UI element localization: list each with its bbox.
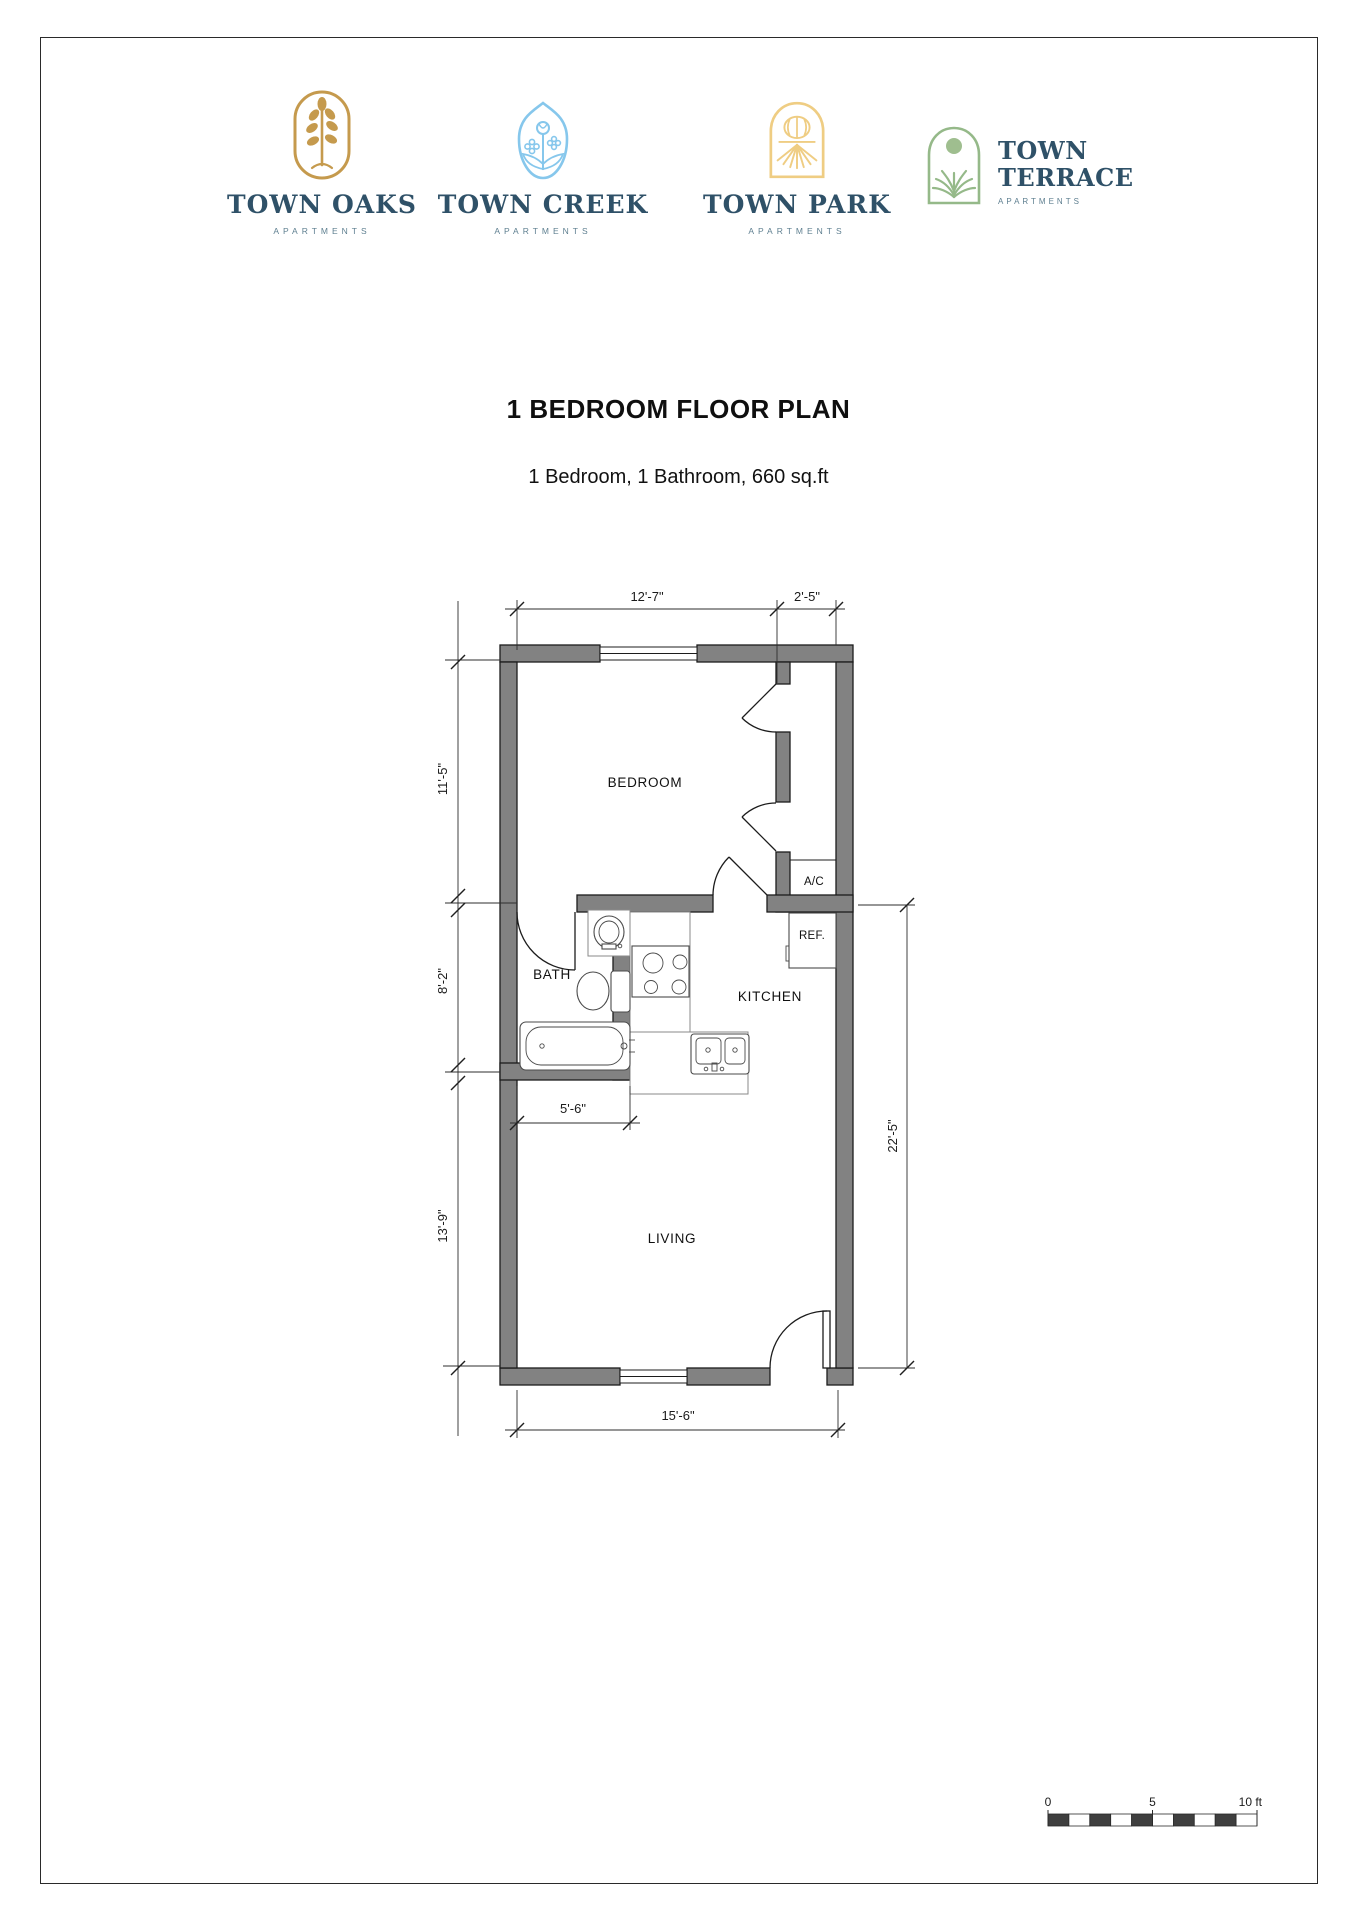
scale-bar	[1020, 1770, 1280, 1840]
brand-name-town-terrace-line2: TERRACE	[998, 163, 1134, 192]
brand-town-terrace	[925, 125, 1134, 207]
bath-sink-icon	[588, 910, 630, 956]
dim-bath-width: 5'-6"	[560, 1101, 586, 1116]
flower-shield-badge-icon	[433, 85, 653, 181]
brand-subtitle: APARTMENTS	[494, 226, 592, 236]
oak-tree-badge-icon	[291, 89, 353, 181]
scale-label-zero: 0	[1044, 1795, 1052, 1809]
stove-icon	[632, 946, 689, 997]
brand-name-town-creek: TOWN CREEK	[437, 190, 649, 219]
dim-left-bath: 8'-2"	[435, 968, 450, 994]
floor-plan-drawing	[420, 575, 940, 1475]
room-label-bath: BATH	[533, 967, 571, 982]
palm-sun-arch-badge-icon	[925, 125, 983, 207]
page-title: 1 BEDROOM FLOOR PLAN	[506, 394, 851, 424]
brand-subtitle: APARTMENTS	[748, 226, 846, 236]
bedroom-door	[713, 857, 767, 895]
flower-shield-badge-icon	[515, 101, 571, 181]
closet-door-upper	[742, 684, 776, 732]
dim-right-total: 22'-5"	[885, 1119, 900, 1153]
bathtub-icon	[520, 1022, 635, 1070]
room-label-ref: REF.	[798, 930, 826, 942]
kitchen-sink-icon	[691, 1034, 749, 1074]
bath-door	[517, 912, 575, 970]
dim-left-living: 13'-9"	[435, 1209, 450, 1243]
page-subtitle: 1 Bedroom, 1 Bathroom, 660 sq.ft	[528, 466, 829, 488]
room-label-living: LIVING	[647, 1231, 697, 1246]
scale-bar-ruler	[1048, 1810, 1257, 1826]
brand-subtitle: APARTMENTS	[273, 226, 371, 236]
brand-subtitle: APARTMENTS	[998, 197, 1082, 206]
brand-town-park	[687, 85, 907, 236]
brand-town-creek	[433, 85, 653, 236]
dim-bottom: 15'-6"	[661, 1408, 695, 1423]
room-label-bedroom: BEDROOM	[607, 775, 683, 790]
brand-town-oaks	[212, 85, 432, 236]
brand-name-town-terrace-line1: TOWN	[998, 136, 1088, 165]
toilet-icon	[577, 971, 630, 1012]
dim-top-main: 12'-7"	[630, 589, 664, 604]
bath-fixtures	[520, 910, 635, 1070]
brand-name-town-park: TOWN PARK	[703, 190, 891, 219]
sun-field-arch-badge-icon	[687, 85, 907, 181]
room-label-ac: A/C	[803, 876, 825, 888]
dim-top-closet: 2'-5"	[794, 589, 820, 604]
brand-name-town-oaks: TOWN OAKS	[227, 190, 417, 219]
sun-field-arch-badge-icon	[766, 99, 828, 181]
dim-left-bedroom: 11'-5"	[435, 762, 450, 796]
oak-tree-badge-icon	[212, 85, 432, 181]
closet-door-lower	[742, 803, 776, 851]
scale-label-five: 5	[1149, 1795, 1156, 1809]
entry-door	[770, 1311, 830, 1368]
room-label-kitchen: KITCHEN	[737, 989, 803, 1004]
scale-label-ten: 10 ft	[1238, 1795, 1262, 1809]
